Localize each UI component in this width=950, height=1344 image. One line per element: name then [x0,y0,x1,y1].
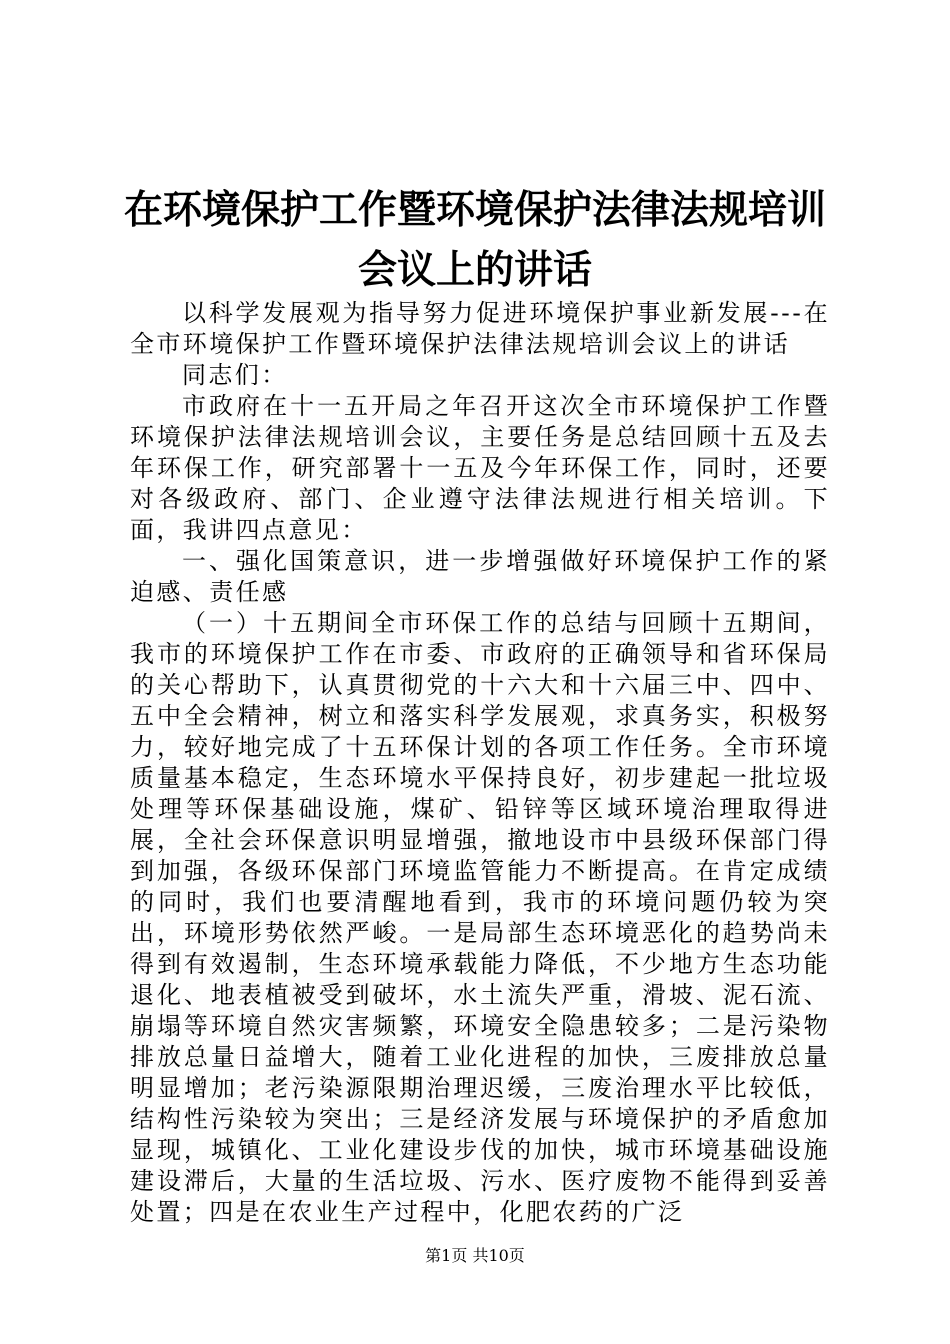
page-footer: 第1页 共10页 [425,1246,525,1265]
salutation-paragraph: 同志们： [182,361,288,389]
subtitle-paragraph: 以科学发展观为指导努力促进环境保护事业新发展---在全市环境保护工作暨环境保护法律法规培训会议上的讲话 [130,299,830,358]
document-body [130,298,830,1228]
intro-paragraph: 市政府在十一五开局之年召开这次全市环境保护工作暨环境保护法律法规培训会议，主要任务是总结回顾十五及去年环保工作，研究部署十一五及今年环保工作，同时，还要对各级政府、部门、企业遵守法律法规进行相关培训。下面，我讲四点意见： [130,392,830,544]
document-title: 在环境保护工作暨环境保护法律法规培训会议上的讲话 [123,187,826,293]
body-paragraph: （一）十五期间全市环保工作的总结与回顾十五期间，我市的环境保护工作在市委、市政府的正确领导和省环保局的关心帮助下，认真贯彻党的十六大和十六届三中、四中、五中全会精神，树立和落实科学发展观，求真务实，积极努力，较好地完成了十五环保计划的各项工作任务。全市环境质量基本稳定，生态环境水平保持良好，初步建起一批垃圾处理等环保基础设施，煤矿、铅锌等区域环境治理取得进展，全社会环保意识明显增强，撤地设市中县级环保部门得到加强，各级环保部门环境监管能力不断提高。在肯定成绩的同时，我们也要清醒地看到，我市的环境问题仍较为突出，环境形势依然严峻。一是局部生态环境恶化的趋势尚未得到有效遏制，生态环境承载能力降低，不少地方生态功能退化、地表植被受到破坏，水土流失严重，滑坡、泥石流、崩塌等环境自然灾害频繁，环境安全隐患较多；二是污染物排放总量日益增大，随着工业化进程的加快，三废排放总量明显增加；老污染源限期治理迟缓，三废治理水平比较低，结构性污染较为突出；三是经济发展与环境保护的矛盾愈加显现，城镇化、工业化建设步伐的加快，城市环境基础设施建设滞后，大量的生活垃圾、污水、医疗废物不能得到妥善处置；四是在农业生产过程中，化肥农药的广泛 [130,609,830,1226]
section-heading: 一、强化国策意识，进一步增强做好环境保护工作的紧迫感、责任感 [130,547,830,606]
